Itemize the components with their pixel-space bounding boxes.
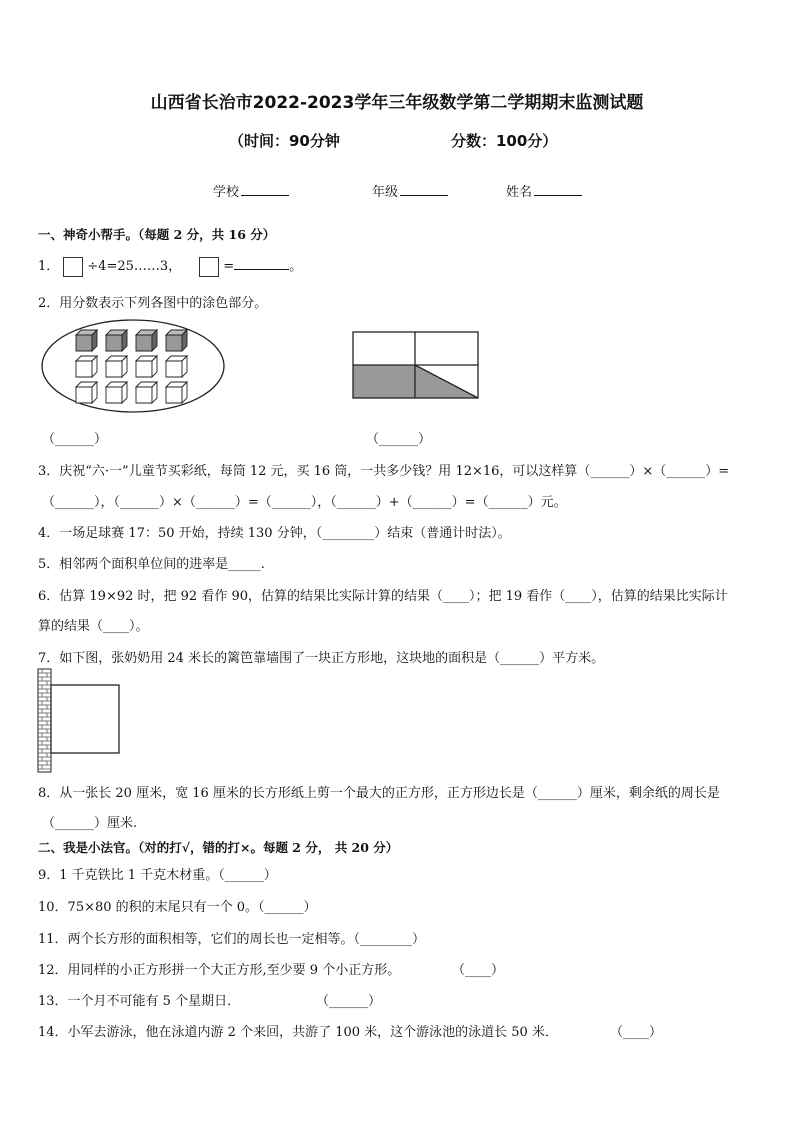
rectangle-figure <box>352 331 480 399</box>
unshaded-cube <box>76 382 97 403</box>
question-14: 14．小军去游泳，他在泳道内游 2 个来回，共游了 100 米，这个游泳池的泳道长 50 米． <box>38 1025 558 1040</box>
question-8-line-2: （______）厘米. <box>42 816 138 831</box>
question-8-line-1: 8．从一张长 20 厘米，宽 16 厘米的长方形纸上剪一个最大的正方形，正方形边长是（______）厘米，剩余纸的周长是 <box>38 786 720 801</box>
question-11: 11．两个长方形的面积相等，它们的周长也一定相等。（________） <box>38 932 426 947</box>
q1-end: 。 <box>289 259 303 274</box>
wall-square-figure <box>37 668 123 774</box>
unshaded-cube <box>136 382 157 403</box>
q14-answer[interactable]: （____） <box>610 1025 663 1040</box>
name-field <box>506 181 582 200</box>
section-1-heading: 一、神奇小帮手。（每题 2 分，共 16 分） <box>38 227 276 242</box>
school-label: 学校 <box>213 185 240 200</box>
unshaded-cube <box>76 356 97 377</box>
question-2: 2．用分数表示下列各图中的涂色部分。 <box>38 296 268 311</box>
section-2-heading: 二、我是小法官。（对的打√，错的打×。每题 2 分， 共 20 分） <box>38 840 399 855</box>
school-field <box>213 181 289 200</box>
school-blank[interactable] <box>241 195 289 196</box>
shaded-cube <box>136 330 157 351</box>
unshaded-cube <box>166 382 187 403</box>
unshaded-cube <box>106 356 127 377</box>
q1-blank[interactable] <box>234 257 289 270</box>
exam-score: 分数：100分） <box>451 132 558 150</box>
grade-label: 年级 <box>372 185 399 200</box>
unshaded-cube <box>166 356 187 377</box>
q1-expression: ÷4=25……3， <box>87 259 182 274</box>
name-label: 姓名 <box>506 185 533 200</box>
question-4: 4．一场足球赛 17：50 开始，持续 130 分钟，（________）结束（普通计时法）。 <box>38 526 511 541</box>
shaded-cube <box>76 330 97 351</box>
question-1 <box>38 255 302 277</box>
grade-blank[interactable] <box>400 195 448 196</box>
grade-field <box>372 181 448 200</box>
cube-oval-figure <box>40 318 226 414</box>
q1-number: 1． <box>38 259 60 274</box>
oval-outline <box>42 320 224 412</box>
question-3-line-2: （______），（______）×（______）=（______），（______）+（______）=（______）元。 <box>42 495 567 510</box>
shaded-cube <box>166 330 187 351</box>
question-10: 10．75×80 的积的末尾只有一个 0。（______） <box>38 900 317 915</box>
name-blank[interactable] <box>534 195 582 196</box>
brick-wall <box>38 669 51 772</box>
question-3-line-1: 3．庆祝“六·一”儿童节买彩纸，每筒 12 元，买 16 筒，一共多少钱？用 12×16，可以这样算（______）×（______）= <box>38 464 730 479</box>
q1-equals: = <box>223 259 235 274</box>
question-9: 9．1 千克铁比 1 千克木材重。（______） <box>38 868 277 883</box>
fenced-square <box>51 685 119 753</box>
q13-answer[interactable]: （______） <box>316 994 382 1009</box>
unshaded-cube <box>136 356 157 377</box>
question-12: 12．用同样的小正方形拼一个大正方形,至少要 9 个小正方形。 <box>38 963 401 978</box>
q2-answer-left[interactable]: （______） <box>42 432 108 447</box>
unshaded-cube <box>106 382 127 403</box>
question-13: 13．一个月不可能有 5 个星期日． <box>38 994 241 1009</box>
rect-bottom-left-shaded <box>353 365 415 398</box>
q1-box-ref <box>199 257 219 277</box>
question-7: 7．如下图，张奶奶用 24 米长的篱笆靠墙围了一块正方形地，这块地的面积是（______）平方米。 <box>38 651 605 666</box>
q2-answer-right[interactable]: （______） <box>366 432 432 447</box>
shaded-cube <box>106 330 127 351</box>
exam-time: （时间：90分钟 <box>229 132 340 150</box>
q1-answer-box[interactable] <box>63 257 83 277</box>
page-title: 山西省长治市2022-2023学年三年级数学第二学期期末监测试题 <box>150 93 644 113</box>
question-6-line-1: 6．估算 19×92 时，把 92 看作 90，估算的结果比实际计算的结果（____）；把 19 看作（____），估算的结果比实际计 <box>38 589 728 604</box>
q12-answer[interactable]: （____） <box>452 963 505 978</box>
question-5: 5．相邻两个面积单位间的进率是_____. <box>38 557 265 572</box>
question-6-line-2: 算的结果（____）。 <box>38 619 149 634</box>
